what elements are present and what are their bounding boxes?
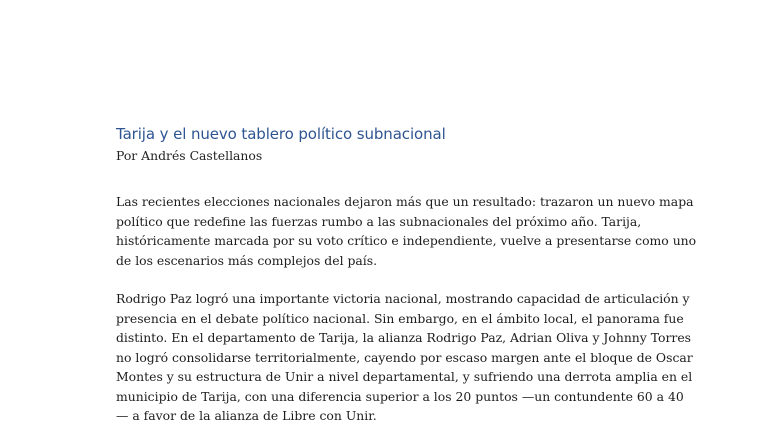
article-body: [116, 124, 697, 426]
article-title: Tarija y el nuevo tablero político subnacional: [116, 125, 446, 143]
text-line: de los escenarios más complejos del país.: [116, 252, 378, 268]
paragraph-2: [116, 289, 693, 426]
paragraph-1: [116, 192, 697, 270]
text-line: presencia en el debate político nacional. Sin embargo, en el ámbito local, el panorama fue: [116, 310, 684, 326]
text-line: Rodrigo Paz logró una importante victoria nacional, mostrando capacidad de articulación y: [116, 291, 690, 306]
text-line: municipio de Tarija, con una diferencia superior a los 20 puntos —un contundente 60 a 40: [116, 388, 684, 404]
text-line: distinto. En el departamento de Tarija, la alianza Rodrigo Paz, Adrian Oliva y Johnny Torres: [116, 330, 692, 345]
article-byline: Por Andrés Castellanos: [116, 148, 263, 163]
text-line: históricamente marcada por su voto crítico e independiente, vuelve a presentarse como uno: [116, 233, 697, 248]
text-line: Montes y su estructura de Unir a nivel departamental, y sufriendo una derrota amplia en el: [116, 369, 693, 384]
text-line: político que redefine las fuerzas rumbo a las subnacionales del próximo año. Tarija,: [116, 213, 642, 229]
text-line: — a favor de la alianza de Libre con Unir.: [116, 408, 377, 423]
text-line: no logró consolidarse territorialmente, cayendo por escaso margen ante el bloque de Oscar: [116, 349, 693, 365]
text-line: Las recientes elecciones nacionales dejaron más que un resultado: trazaron un nuevo mapa: [116, 194, 694, 209]
